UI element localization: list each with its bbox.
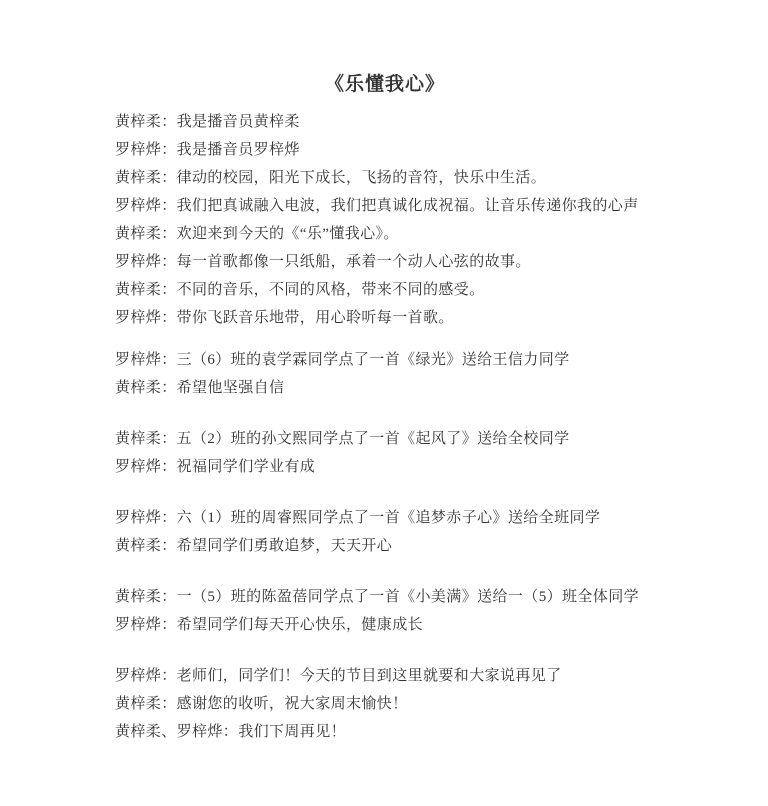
script-line: 黄梓柔、罗梓烨：我们下周再见！ xyxy=(115,724,347,740)
script-line: 罗梓烨：希望同学们每天开心快乐，健康成长 xyxy=(115,617,424,633)
script-line: 黄梓柔：五（2）班的孙文熙同学点了一首《起风了》送给全校同学 xyxy=(115,431,570,447)
script-block xyxy=(115,108,655,332)
script-line: 黄梓柔：希望同学们勇敢追梦，天天开心 xyxy=(115,538,393,554)
script-line: 黄梓柔：一（5）班的陈盈蓓同学点了一首《小美满》送给一（5）班全体同学 xyxy=(115,589,640,605)
script-block xyxy=(115,662,655,746)
script-line: 罗梓烨：三（6）班的袁学霖同学点了一首《绿光》送给王信力同学 xyxy=(115,352,570,368)
script-line: 罗梓烨：带你飞跃音乐地带，用心聆听每一首歌。 xyxy=(115,310,454,326)
script-line: 罗梓烨：我们把真诚融入电波，我们把真诚化成祝福。让音乐传递你我的心声 xyxy=(115,198,639,214)
script-line: 黄梓柔：希望他坚强自信 xyxy=(115,380,285,396)
script-block xyxy=(115,504,655,560)
script-line: 黄梓柔：不同的音乐，不同的风格，带来不同的感受。 xyxy=(115,282,485,298)
script-line: 罗梓烨：我是播音员罗梓烨 xyxy=(115,142,300,158)
script-line: 罗梓烨：每一首歌都像一只纸船，承着一个动人心弦的故事。 xyxy=(115,254,531,270)
script-block xyxy=(115,425,655,481)
script-line: 黄梓柔：感谢您的收听，祝大家周末愉快！ xyxy=(115,696,408,712)
script-line: 罗梓烨：六（1）班的周睿熙同学点了一首《追梦赤子心》送给全班同学 xyxy=(115,510,601,526)
script-block xyxy=(115,346,655,402)
script-line: 罗梓烨：祝福同学们学业有成 xyxy=(115,459,316,475)
script-body xyxy=(115,108,655,746)
script-line: 黄梓柔：律动的校园，阳光下成长，飞扬的音符，快乐中生活。 xyxy=(115,170,547,186)
script-line: 罗梓烨：老师们，同学们！今天的节目到这里就要和大家说再见了 xyxy=(115,668,562,684)
script-line: 黄梓柔：我是播音员黄梓柔 xyxy=(115,114,300,130)
script-block xyxy=(115,583,655,639)
script-line: 黄梓柔：欢迎来到今天的《“乐”懂我心》。 xyxy=(115,226,399,242)
document-title: 《乐懂我心》 xyxy=(324,74,445,95)
